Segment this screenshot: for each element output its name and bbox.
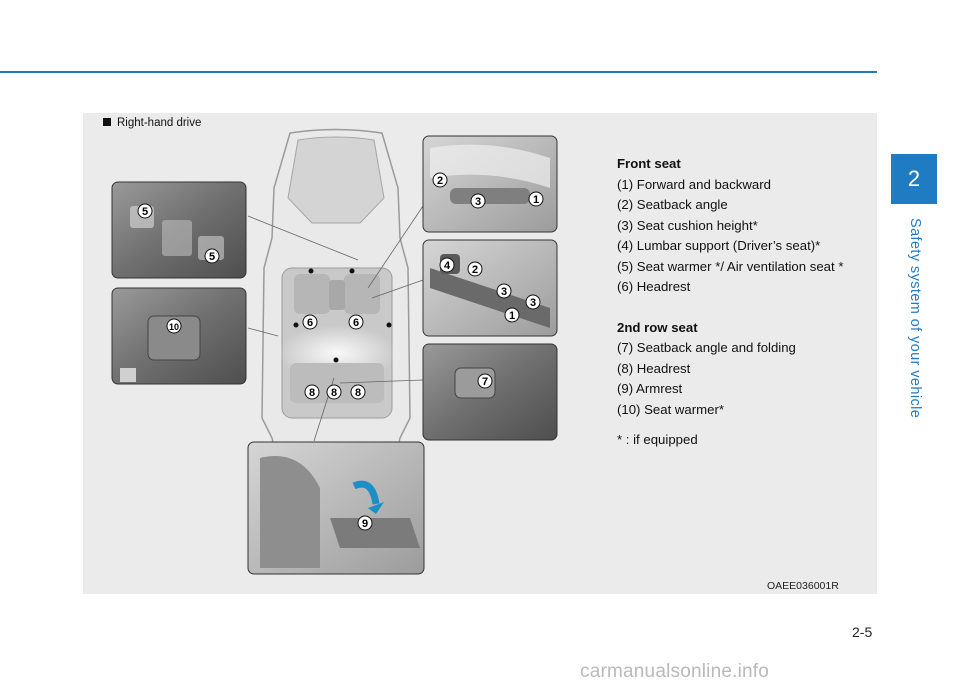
callout-text: 2 [436,175,444,187]
callout-text: 4 [443,260,451,272]
footnote: * : if equipped [617,432,698,447]
callout-text: 6 [352,317,360,329]
callout-text: 6 [306,317,314,329]
callout-text: 3 [500,286,508,298]
callout-8b [327,385,341,399]
callout-6b [349,315,363,329]
inset-power-seat-switches [423,240,557,336]
inset-door-seat-switches [112,182,246,278]
callout-3c [526,295,540,309]
inset-rear-seatback-lever [423,344,557,440]
caption-line: (2) Seatback angle [617,197,728,212]
caption-line: (10) Seat warmer* [617,401,725,417]
callout-text: 2 [471,264,479,276]
callout-4 [440,258,454,272]
callout-3a [471,194,485,208]
callout-8c [351,385,365,399]
seat-controls-caption [617,154,867,451]
caption-line: (8) Headrest [617,360,691,376]
square-bullet-icon [103,118,111,126]
callout-text: 8 [354,387,362,399]
callout-5a [138,204,152,218]
callout-text: 5 [141,206,149,218]
caption-line: (3) Seat cushion height* [617,217,758,233]
callout-text: 3 [474,196,482,208]
page-number: 2-5 [852,624,873,640]
inset-rear-warmer-switch [112,288,246,384]
callout-9 [358,516,372,530]
callout-text: 10 [168,322,180,332]
callout-text: 1 [532,194,540,206]
callout-10 [167,319,181,333]
chapter-number-tab [891,154,937,204]
rear-seat-heading: 2nd row seat [617,319,698,335]
callout-text: 3 [529,297,537,309]
callout-6a [303,315,317,329]
callout-1b [505,308,519,322]
chapter-title: Safety system of your vehicle [907,218,923,419]
caption-line: (5) Seat warmer */ Air ventilation seat * [617,258,844,274]
callout-text: 5 [208,251,216,263]
callout-1a [529,192,543,206]
caption-line: (1) Forward and backward [617,176,771,192]
header-rule [0,71,877,73]
callout-2b [468,262,482,276]
caption-line: (7) Seatback angle and folding [617,340,796,355]
inset-rear-armrest [248,442,424,574]
callout-5b [205,249,219,263]
callout-text: 7 [481,376,489,388]
chapter-title-vertical [876,218,952,418]
callout-3b [497,284,511,298]
callout-2a [433,173,447,187]
drive-label-text: Right-hand drive [117,117,202,129]
caption-line: (9) Armrest [617,381,683,396]
callout-8a [305,385,319,399]
callout-text: 1 [508,310,516,322]
caption-line: (6) Headrest [617,279,691,294]
callout-7 [478,374,492,388]
callout-text: 8 [330,387,338,399]
caption-line: (4) Lumbar support (Driver’s seat)* [617,238,821,253]
front-seat-heading: Front seat [617,156,681,171]
illustration-code: OAEE036001R [767,580,839,592]
callout-text: 9 [361,518,369,530]
chapter-number: 2 [907,166,921,191]
callout-text: 8 [308,387,316,399]
car-top-view [262,130,410,459]
seat-controls-illustration [100,128,570,580]
watermark: carmanualsonline.info [580,661,770,682]
